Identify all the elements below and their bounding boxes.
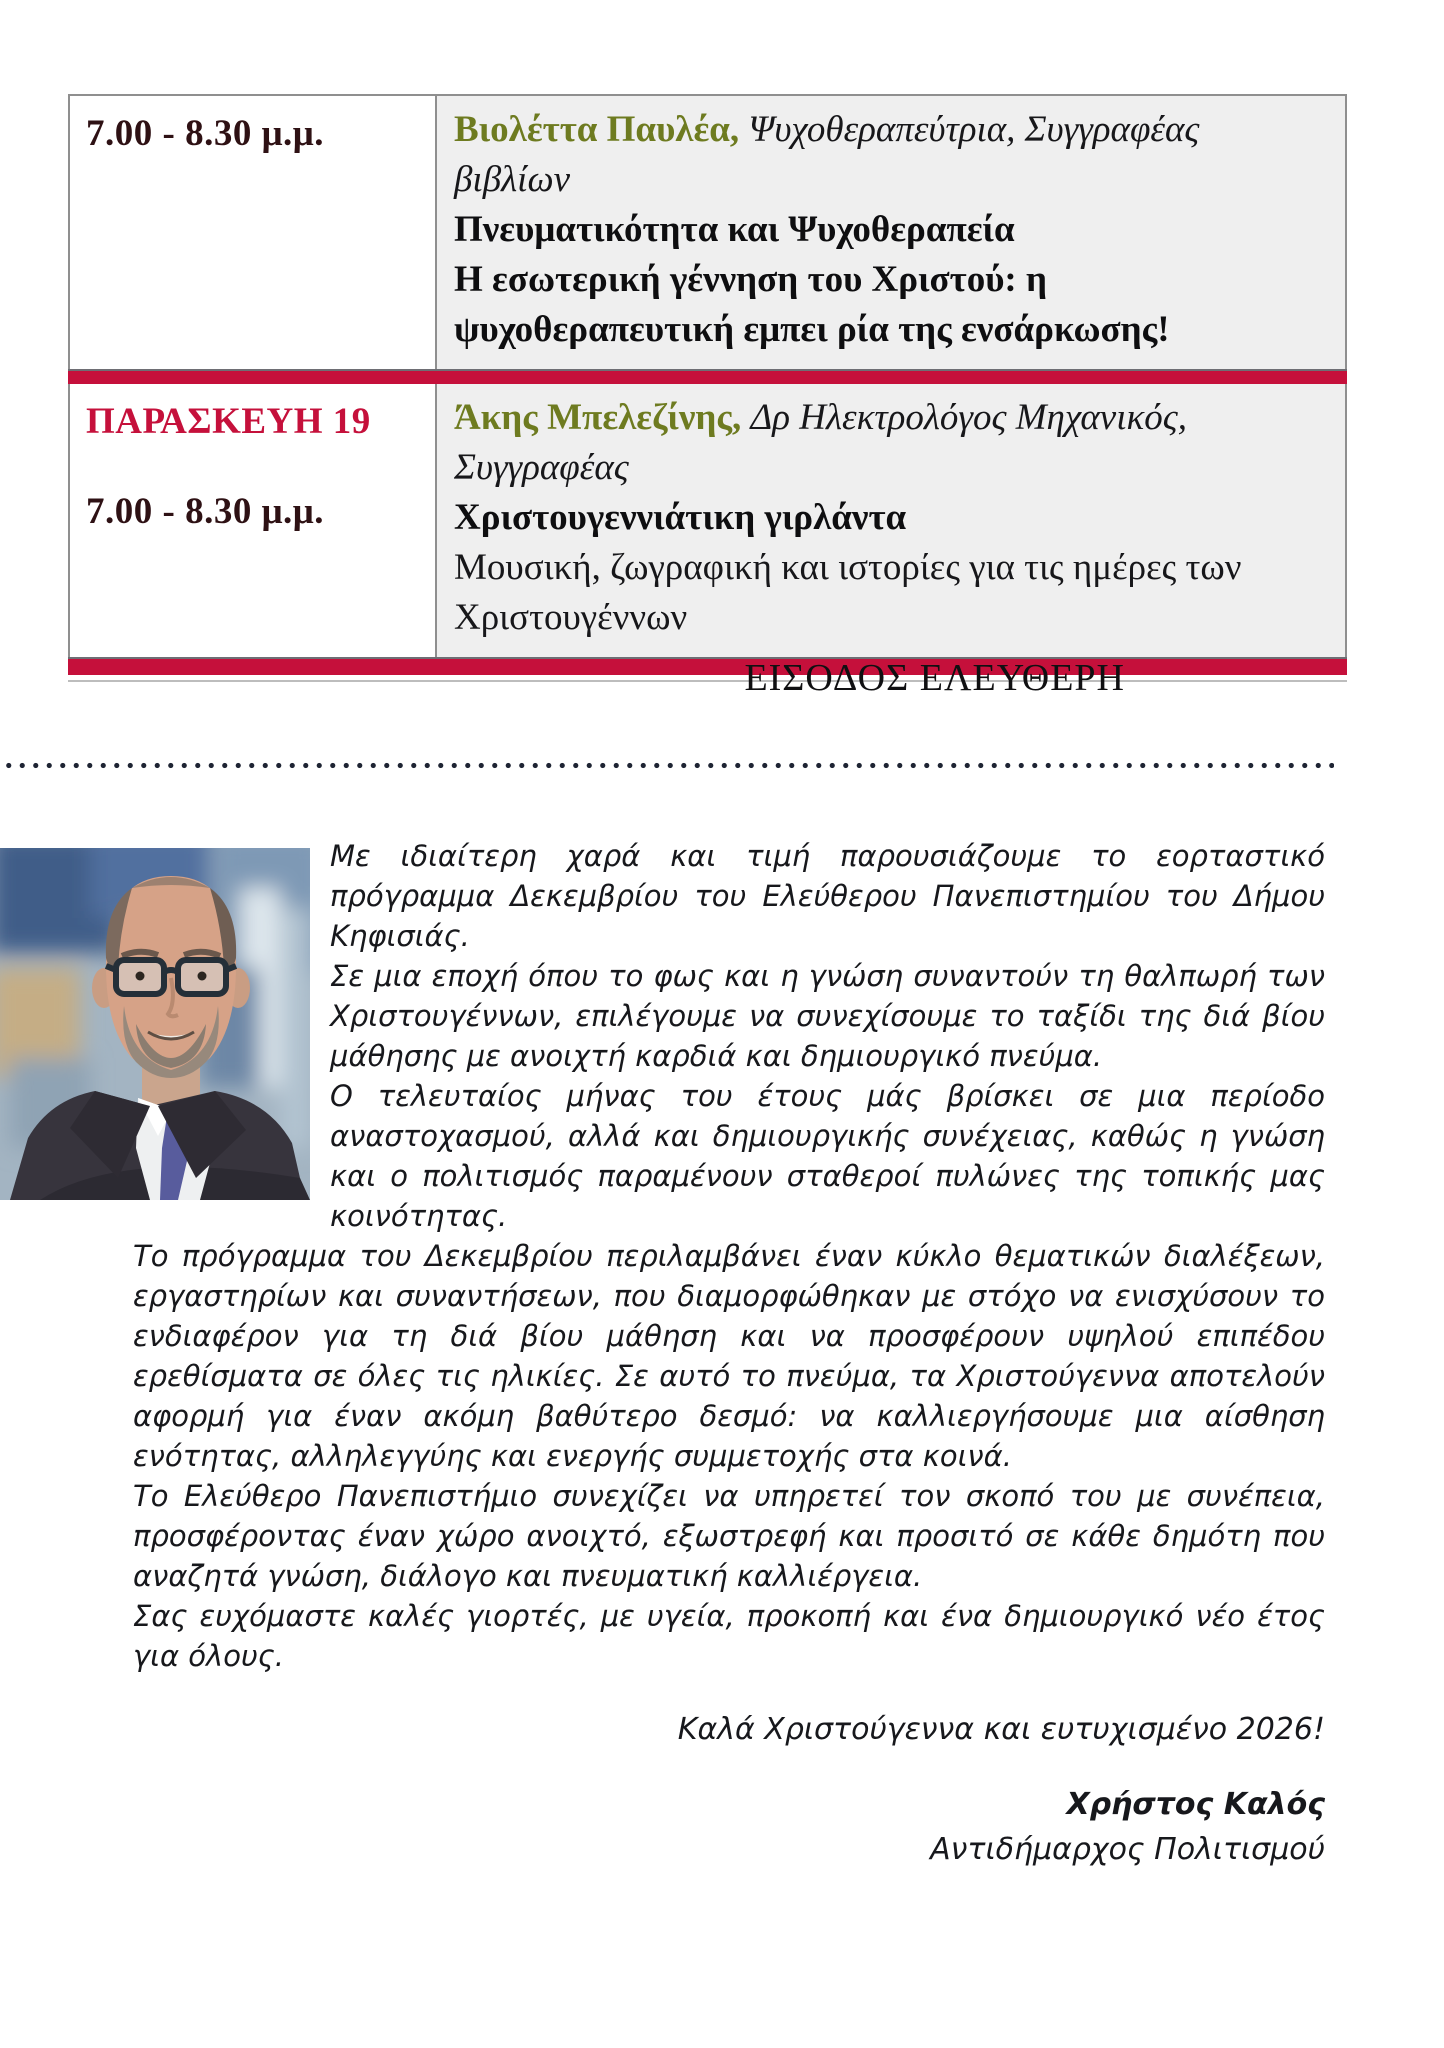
event-time: 7.00 - 8.30 μ.μ. [86,491,325,532]
letter-paragraph: Το Ελεύθερο Πανεπιστήμιο συνεχίζει να υπηρετεί τον σκοπό του με συνέπεια, προσφέροντας έναν χώρο ανοιχτό, εξωστρεφή και προσιτό σε κάθε δημότη που αναζητά γνώση, διάλογο και πνευματική καλλιέργεια. [133,1479,1325,1593]
signature-name: Χρήστος Καλός [1066,1787,1325,1822]
letter-paragraph: Το πρόγραμμα του Δεκεμβρίου περιλαμβάνει έναν κύκλο θεματικών διαλέξεων, εργαστηρίων και συναντήσεων, που διαμορφώθηκαν με στόχο να ενισχύσουν το ενδιαφέρον για τη διά βίου μάθηση και να προσφέρουν υψηλού επιπέδου ερεθίσματα σε όλες τις ηλικίες. Σε αυτό το πνεύμα, τα Χριστούγεννα αποτελούν αφορμή για έναν ακόμη βαθύτερο δεσμό: να καλλιεργήσουμε μια αίσθηση ενότητας, αλληλεγγύης και ενεργής συμμετοχής στα κοινά. [133,1239,1325,1473]
time-cell [70,384,437,657]
event-topic: Χριστουγεννιάτικη γιρλάντα [454,497,907,538]
letter-paragraph: Με ιδιαίτερη χαρά και τιμή παρουσιάζουμε το εορταστικό πρόγραμμα Δεκεμβρίου του Ελεύθερου Πανεπιστημίου του Δήμου Κηφισιάς. [330,839,1325,953]
closing-wish: Καλά Χριστούγεννα και ευτυχισμένο 2026! [677,1712,1325,1747]
time-cell [70,96,437,369]
event-day: ΠΑΡΑΣΚΕΥΗ 19 [86,401,371,442]
letter-body-beside-photo [330,836,1325,1236]
row-divider-bar [68,369,1347,384]
dotted-divider [2,762,1334,769]
speaker-line [454,105,1323,205]
event-cell [437,96,1345,369]
portrait-photo [0,848,310,1200]
speaker-line [454,393,1323,493]
table-row [68,384,1347,657]
speaker-name: Άκης Μπελεζίνης, [454,397,742,438]
letter-paragraph: Σε μια εποχή όπου το φως και η γνώση συναντούν τη θαλπωρή των Χριστουγέννων, επιλέγουμε να συνεχίσουμε το ταξίδι της διά βίου μάθησης με ανοιχτή καρδιά και δημιουργικό πνεύμα. [330,959,1325,1073]
event-cell [437,384,1345,657]
event-description: Μουσική, ζωγραφική και ιστορίες για τις ημέρες των Χριστουγέννων [454,547,1242,638]
signature-block [133,1782,1325,1872]
signature-title: Αντιδήμαρχος Πολιτισμού [930,1832,1325,1867]
table-row [68,94,1347,369]
program-table [68,94,1347,682]
event-subtitle: Η εσωτερική γέννηση του Χριστού: η ψυχοθεραπευτική εμπει ρία της ενσάρκωσης! [454,259,1170,350]
speaker-role: Ψυχοθεραπεύτρια, Συγγραφέας βιβλίων [454,109,1200,200]
entrance-note: ΕΙΣΟΔΟΣ ΕΛΕΥΘΕΡΗ [744,657,1125,699]
event-topic: Πνευματικότητα και Ψυχοθεραπεία [454,209,1015,250]
speaker-name: Βιολέττα Παυλέα, [454,109,740,150]
event-time: 7.00 - 8.30 μ.μ. [86,113,325,154]
letter-body-full-width [133,1236,1325,1676]
letter-paragraph: Σας ευχόμαστε καλές γιορτές, με υγεία, προκοπή και ένα δημιουργικό νέο έτος για όλους. [133,1599,1325,1673]
letter-paragraph: Ο τελευταίος μήνας του έτους μάς βρίσκει σε μια περίοδο αναστοχασμού, αλλά και δημιουργικής συνέχειας, καθώς η γνώση και ο πολιτισμός παραμένουν σταθεροί πυλώνες της τοπικής μας κοινότητας. [330,1079,1325,1233]
speaker-role: Δρ Ηλεκτρολόγος Μηχανικός, Συγγραφέας [454,397,1188,488]
